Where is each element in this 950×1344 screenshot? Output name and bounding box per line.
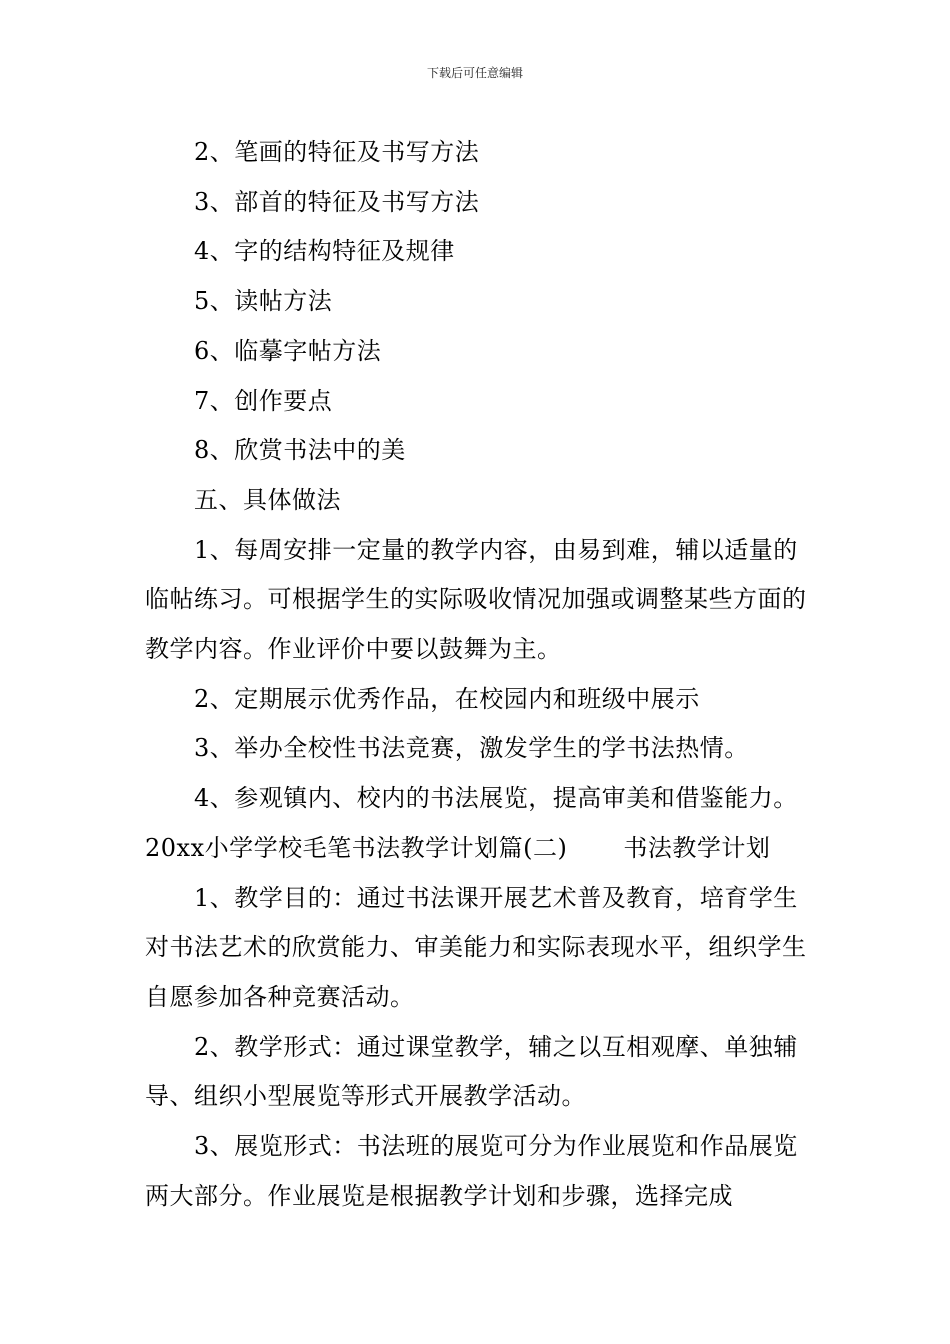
paragraph-11: 3、举办全校性书法竞赛，激发学生的学书法热情。 (194, 734, 749, 763)
chapter-subtitle: 书法教学计划 (623, 833, 771, 862)
paragraph-3: 4、字的结构特征及规律 (194, 237, 455, 266)
paragraph-14: 1、教学目的：通过书法课开展艺术普及教育，培育学生对书法艺术的欣赏能力、审美能力和实际表现水平，组织学生自愿参加各种竞赛活动。 (145, 883, 807, 1011)
paragraph-2: 3、部首的特征及书写方法 (194, 187, 480, 216)
paragraph-9: 1、每周安排一定量的教学内容，由易到难，辅以适量的临帖练习。可根据学生的实际吸收情况加强或调整某些方面的教学内容。作业评价中要以鼓舞为主。 (145, 535, 807, 664)
paragraph-1: 2、笔画的特征及书写方法 (194, 138, 480, 166)
paragraph-10: 2、定期展示优秀作品，在校园内和班级中展示 (194, 684, 700, 713)
chapter-title-line (145, 824, 810, 874)
chapter-title: 20xx小学学校毛笔书法教学计划篇(二) (145, 833, 568, 862)
paragraph-15: 2、教学形式：通过课堂教学，辅之以互相观摩、单独辅导、组织小型展览等形式开展教学活动。 (145, 1032, 798, 1111)
paragraph-16: 3、展览形式：书法班的展览可分为作业展览和作品展览两大部分。作业展览是根据教学计划和步骤，选择完成 (145, 1132, 798, 1210)
paragraph-6: 7、创作要点 (194, 386, 333, 415)
paragraph-7: 8、欣赏书法中的美 (194, 436, 406, 465)
document-body (145, 128, 810, 1221)
paragraph-4: 5、读帖方法 (194, 287, 333, 316)
page-header: 下载后可任意编辑 (426, 66, 523, 80)
paragraph-5: 6、临摹字帖方法 (194, 336, 382, 365)
paragraph-12: 4、参观镇内、校内的书法展览，提高审美和借鉴能力。 (194, 784, 798, 813)
section-heading: 五、具体做法 (194, 485, 341, 514)
